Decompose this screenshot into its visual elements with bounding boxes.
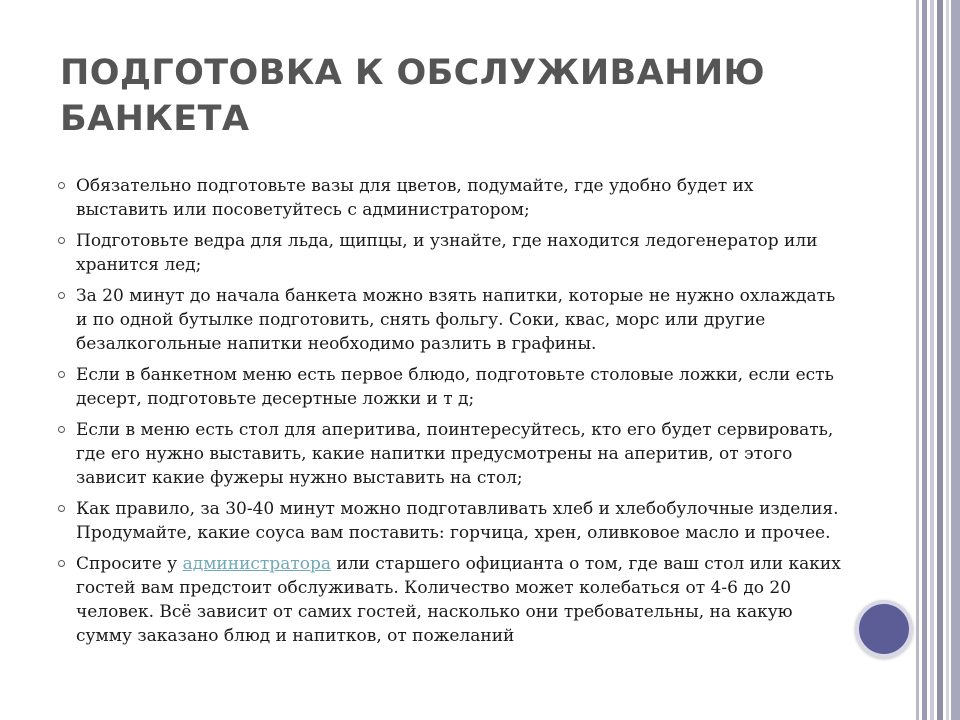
stripe — [930, 0, 934, 720]
bullet-text: Если в банкетном меню есть первое блюдо, подготовьте столовые ложки, если есть десерт, подготовьте десертные ложки и т д; — [76, 365, 834, 409]
right-stripes-decoration — [916, 0, 960, 720]
bullet-text: За 20 минут до начала банкета можно взять напитки, которые не нужно охлаждать и по одной бутылке подготовить, снять фольгу. Соки, квас, морс или другие безалкогольные напитки необходимо разлить в графины. — [76, 286, 836, 354]
bullet-item — [56, 552, 846, 648]
bullet-text: Если в меню есть стол для аперитива, поинтересуйтесь, кто его будет сервировать, где его нужно выставить, какие напитки предусмотрены на аперитив, от этого зависит какие фужеры нужно выставить на стол; — [76, 420, 834, 488]
bullet-item — [56, 284, 846, 356]
bullet-circle-icon — [58, 505, 65, 512]
bullet-text: Подготовьте ведра для льда, щипцы, и узнайте, где находится ледогенератор или хранится лед; — [76, 231, 818, 275]
stripe — [922, 0, 927, 720]
stripe — [937, 0, 943, 720]
bullet-list — [56, 174, 846, 655]
bullet-text-after-link: или старшего официанта о том, где ваш стол или каких гостей вам предстоит обслуживать. Количество может колебаться от 4-6 до 20 человек. Всё зависит от самих гостей, насколько они требовательны, на какую сумму заказано блюд и напитков, от пожеланий — [76, 554, 841, 646]
stripe — [946, 0, 949, 720]
bullet-item — [56, 363, 846, 411]
decorative-circle — [855, 600, 913, 658]
bullet-item — [56, 229, 846, 277]
administrator-link[interactable]: администратора — [182, 554, 332, 574]
bullet-circle-icon — [58, 182, 65, 189]
bullet-text: Обязательно подготовьте вазы для цветов, подумайте, где удобно будет их выставить или посоветуйтесь с администратором; — [76, 176, 754, 220]
bullet-circle-icon — [58, 371, 65, 378]
slide-title: ПОДГОТОВКА К ОБСЛУЖИВАНИЮ БАНКЕТА — [60, 53, 765, 139]
bullet-circle-icon — [58, 560, 65, 567]
bullet-circle-icon — [58, 426, 65, 433]
stripe — [916, 0, 919, 720]
bullet-circle-icon — [58, 292, 65, 299]
bullet-text: Как правило, за 30-40 минут можно подготавливать хлеб и хлебобулочные изделия. Продумайте, какие соуса вам поставить: горчица, хрен, оливковое масло и прочее. — [76, 499, 839, 543]
bullet-item — [56, 174, 846, 222]
stripe — [951, 0, 960, 720]
bullet-item — [56, 497, 846, 545]
bullet-circle-icon — [58, 237, 65, 244]
bullet-text-before-link: Спросите у — [76, 554, 183, 574]
bullet-item — [56, 418, 846, 490]
